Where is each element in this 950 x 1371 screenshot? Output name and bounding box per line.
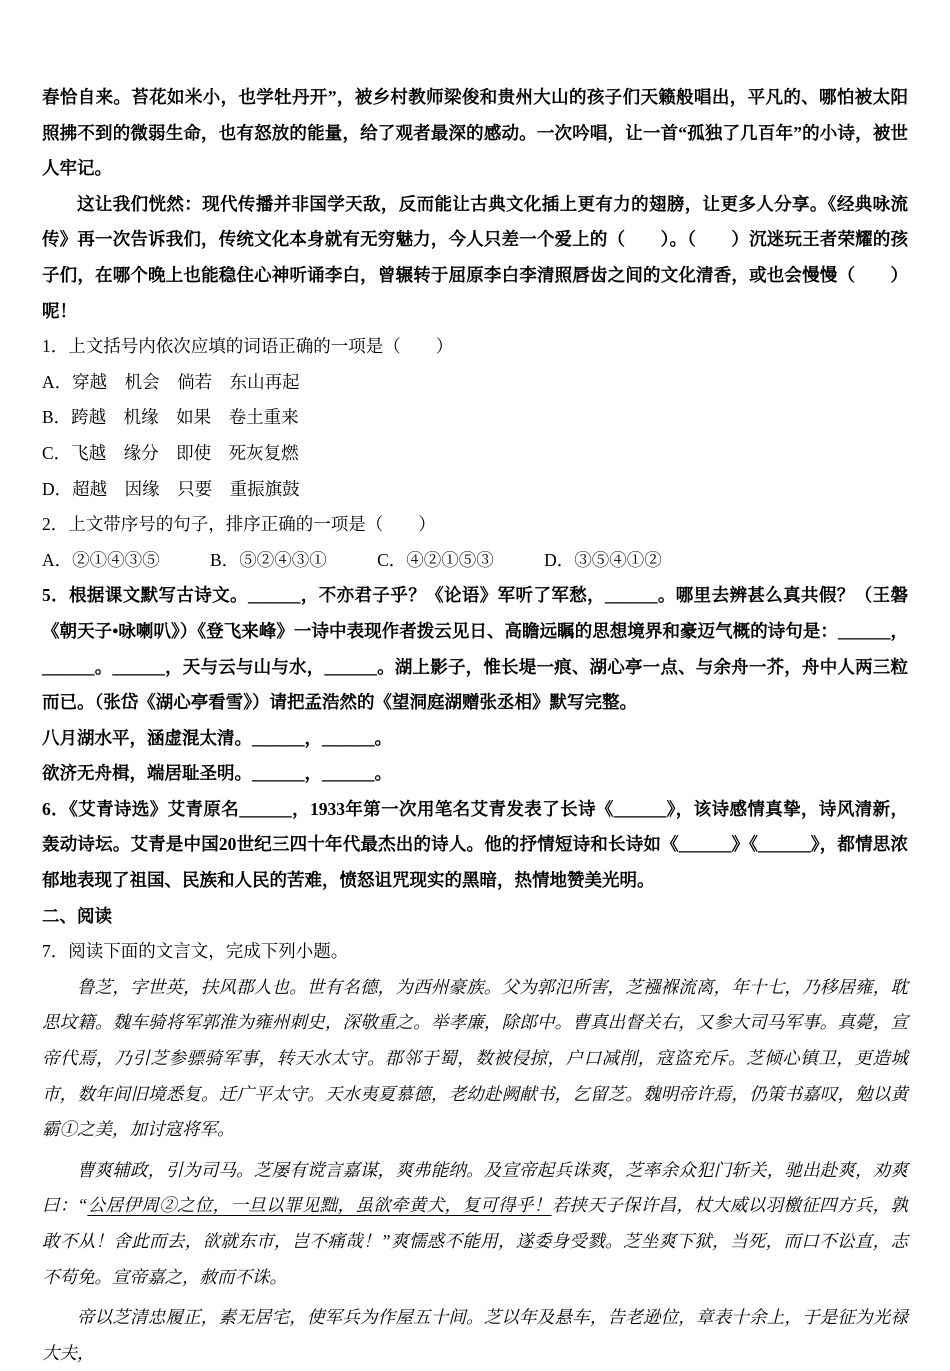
question-2-option-b: B．⑤②④③①: [210, 549, 327, 570]
classical-text-before-underline: 曹爽辅政，引为司马。芝屡有谠言嘉谋，爽弗能纳。及宣帝起兵诛爽，芝率余众犯门斩关，驰出赴爽，劝爽曰：“: [42, 1159, 908, 1216]
question-5-stem: 5．根据课文默写古诗文。______，不亦君子乎？《论语》军听了军愁，______。哪里去辨甚么真共假？（王磐《朝天子•咏喇叭》）《登飞来峰》一诗中表现作者拨云见日、高瞻远瞩的思想境界和豪迈气概的诗句是：______，______。______，天与云与山与水，______。湖上影子，惟长堤一痕、湖心亭一点、与余舟一芥，舟中人两三粒而已。（张岱《湖心亭看雪》）请把孟浩然的《望洞庭湖赠张丞相》默写完整。: [42, 585, 908, 713]
question-2-option-a: A．②①④③⑤: [42, 549, 160, 570]
question-1-stem: 1．上文括号内依次应填的词语正确的一项是（ ）: [42, 336, 454, 357]
question-2-option-c: C．④②①⑤③: [377, 549, 494, 570]
question-2-option-d: D．③⑤④①②: [544, 549, 662, 570]
section-heading-reading: 二、阅读: [42, 905, 112, 926]
poem-line-2: 欲济无舟楫，端居耻圣明。______，______。: [42, 763, 392, 784]
classical-passage-paragraph-3: 帝以芝清忠履正，素无居宅，使军兵为作屋五十间。芝以年及悬车，告老逊位，章表十余上，于是征为光禄大夫，: [42, 1307, 908, 1363]
classical-text-after-underline: 若挟天子保许昌，杖大威以羽檄征四方兵，孰敢不从！舍此而去，欲就东市，岂不痛哉！”爽懦惑不能用，遂委身受戮。芝坐爽下狱，当死，而口不讼直，志不苟免。宣帝嘉之，赦而不诛。: [42, 1195, 909, 1287]
intro-paragraph-2: 这让我们恍然：现代传播并非国学天敌，反而能让古典文化插上更有力的翅膀，让更多人分享。《经典咏流传》再一次告诉我们，传统文化本身就有无穷魅力，今人只差一个爱上的（ ）。（ ）沉迷玩王者荣耀的孩子们，在哪个晚上也能稳住心神听诵李白，曾辗转于屈原李白李清照唇齿之间的文化清香，或也会慢慢（ ）呢！: [42, 193, 908, 321]
question-6-stem: 6．《艾青诗选》艾青原名______，1933年第一次用笔名艾青发表了长诗《______》，该诗感情真挚，诗风清新，轰动诗坛。艾青是中国20世纪三四十年代最杰出的诗人。他的抒情短诗和长诗如《______》《______》，都情思浓郁地表现了祖国、民族和人民的苦难，愤怒诅咒现实的黑暗，热情地赞美光明。: [42, 798, 908, 891]
classical-passage-paragraph-2: [42, 1153, 908, 1295]
question-1-option-c: C．飞越 缘分 即使 死灰复燃: [42, 442, 299, 463]
question-1-option-d: D．超越 因缘 只要 重振旗鼓: [42, 478, 300, 499]
underlined-sentence: 公居伊周②之位，一旦以罪见黜，虽欲牵黄犬，复可得乎！: [87, 1195, 552, 1216]
intro-paragraph-continuation: 春恰自来。苔花如米小，也学牡丹开”，被乡村教师梁俊和贵州大山的孩子们天籁般唱出，平凡的、哪怕被太阳照拂不到的微弱生命，也有怒放的能量，给了观者最深的感动。一次吟唱，让一首“孤独了几百年”的小诗，被世人牢记。: [42, 87, 908, 179]
question-2-options: [42, 543, 908, 579]
question-1-option-a: A．穿越 机会 倘若 东山再起: [42, 371, 300, 392]
question-1-option-b: B．跨越 机缘 如果 卷土重来: [42, 407, 299, 428]
question-2-stem: 2．上文带序号的句子，排序正确的一项是（ ）: [42, 514, 436, 535]
question-7-stem: 7．阅读下面的文言文，完成下列小题。: [42, 941, 349, 962]
classical-passage-paragraph-1: 鲁芝，字世英，扶风郡人也。世有名德，为西州豪族。父为郭氾所害，芝襁褓流离，年十七，乃移居雍，耽思坟籍。魏车骑将军郭淮为雍州刺史，深敬重之。举孝廉，除郎中。曹真出督关右，又参大司马军事。真薨，宣帝代焉，乃引芝参骠骑军事，转天水太守。郡邻于蜀，数被侵掠，户口减削，寇盗充斥。芝倾心镇卫，更造城市，数年间旧境悉复。迁广平太守。天水夷夏慕德，老幼赴阙献书，乞留芝。魏明帝许焉，仍策书嘉叹，勉以黄霸①之美，加讨寇将军。: [42, 976, 908, 1140]
poem-line-1: 八月湖水平，涵虚混太清。______，______。: [42, 727, 392, 748]
